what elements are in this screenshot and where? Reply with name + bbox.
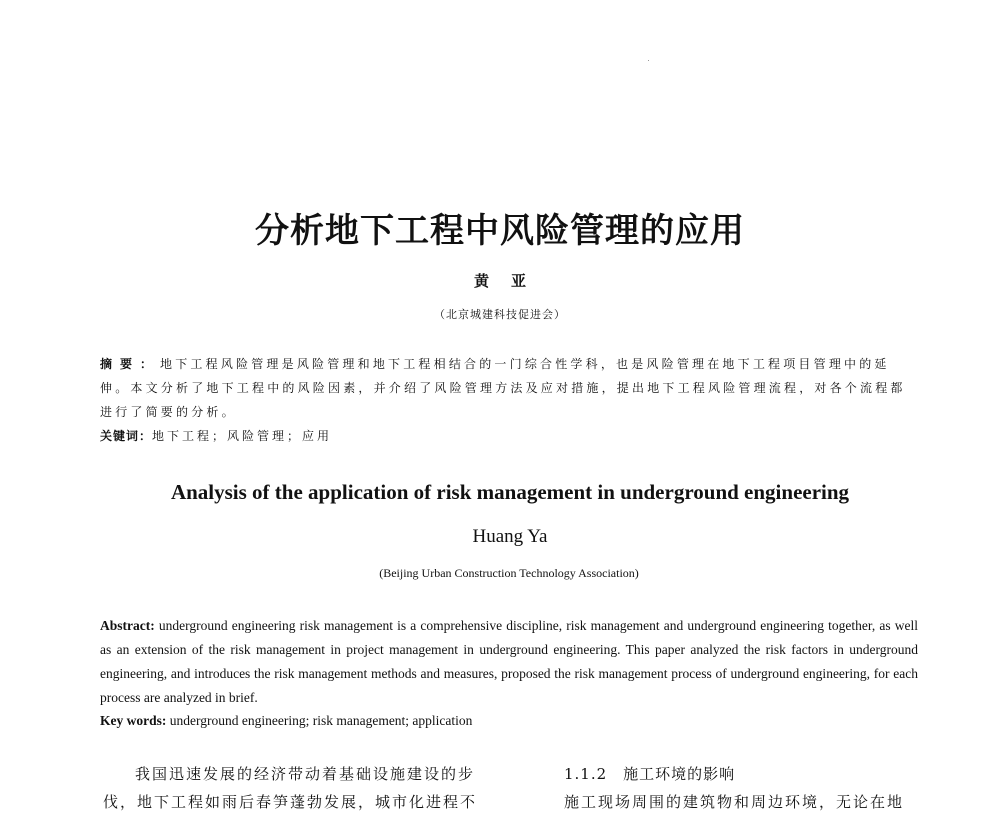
abstract-en-label: Abstract: <box>100 618 155 633</box>
abstract-en <box>100 614 918 710</box>
paper-title-en: Analysis of the application of risk management in underground engineering <box>170 480 850 504</box>
keywords-en <box>100 709 918 733</box>
body-text-right-column: 施工现场周围的建筑物和周边环境，无论在地 <box>564 793 905 811</box>
body-text-left-column: 我国迅速发展的经济带动着基础设施建设的步伐，地下工程如雨后春笋蓬勃发展，城市化进程不 <box>103 765 478 811</box>
affiliation-cn: （北京城建科技促进会） <box>434 308 566 321</box>
paper-title-cn: 分析地下工程中风险管理的应用 <box>255 211 745 251</box>
author-name-cn: 黄亚 <box>473 272 548 290</box>
abstract-cn <box>100 352 920 424</box>
keywords-cn-text: 地下工程；风险管理；应用 <box>152 429 333 443</box>
abstract-cn-text: 地下工程风险管理是风险管理和地下工程相结合的一门综合性学科，也是风险管理在地下工程项目管理中的延伸。本文分析了地下工程中的风险因素，并介绍了风险管理方法及应对措施，提出地下工程风险管理流程，对各个流程都进行了简要的分析。 <box>100 357 906 419</box>
affiliation-en: (Beijing Urban Construction Technology Association) <box>379 566 639 580</box>
keywords-en-text: underground engineering; risk management; application <box>169 713 473 728</box>
abstract-cn-label: 摘要： <box>100 357 161 371</box>
keywords-en-label: Key words: <box>100 713 167 728</box>
keywords-cn-label: 关键词： <box>100 429 153 443</box>
abstract-en-text: underground engineering risk management is a comprehensive discipline, risk management and underground engineering together, as well as an extension of the risk management in project management in underground engineering. This paper analyzed the risk factors in underground engineering, and introduces the risk management methods and measures, proposed the risk management process of underground engineering, for each process are analyzed in brief. <box>100 618 919 705</box>
author-name-en: Huang Ya <box>472 526 548 547</box>
section-heading-1-1-2: 1.1.2 施工环境的影响 <box>564 765 736 783</box>
keywords-cn <box>100 426 920 446</box>
scan-speck <box>648 60 649 61</box>
